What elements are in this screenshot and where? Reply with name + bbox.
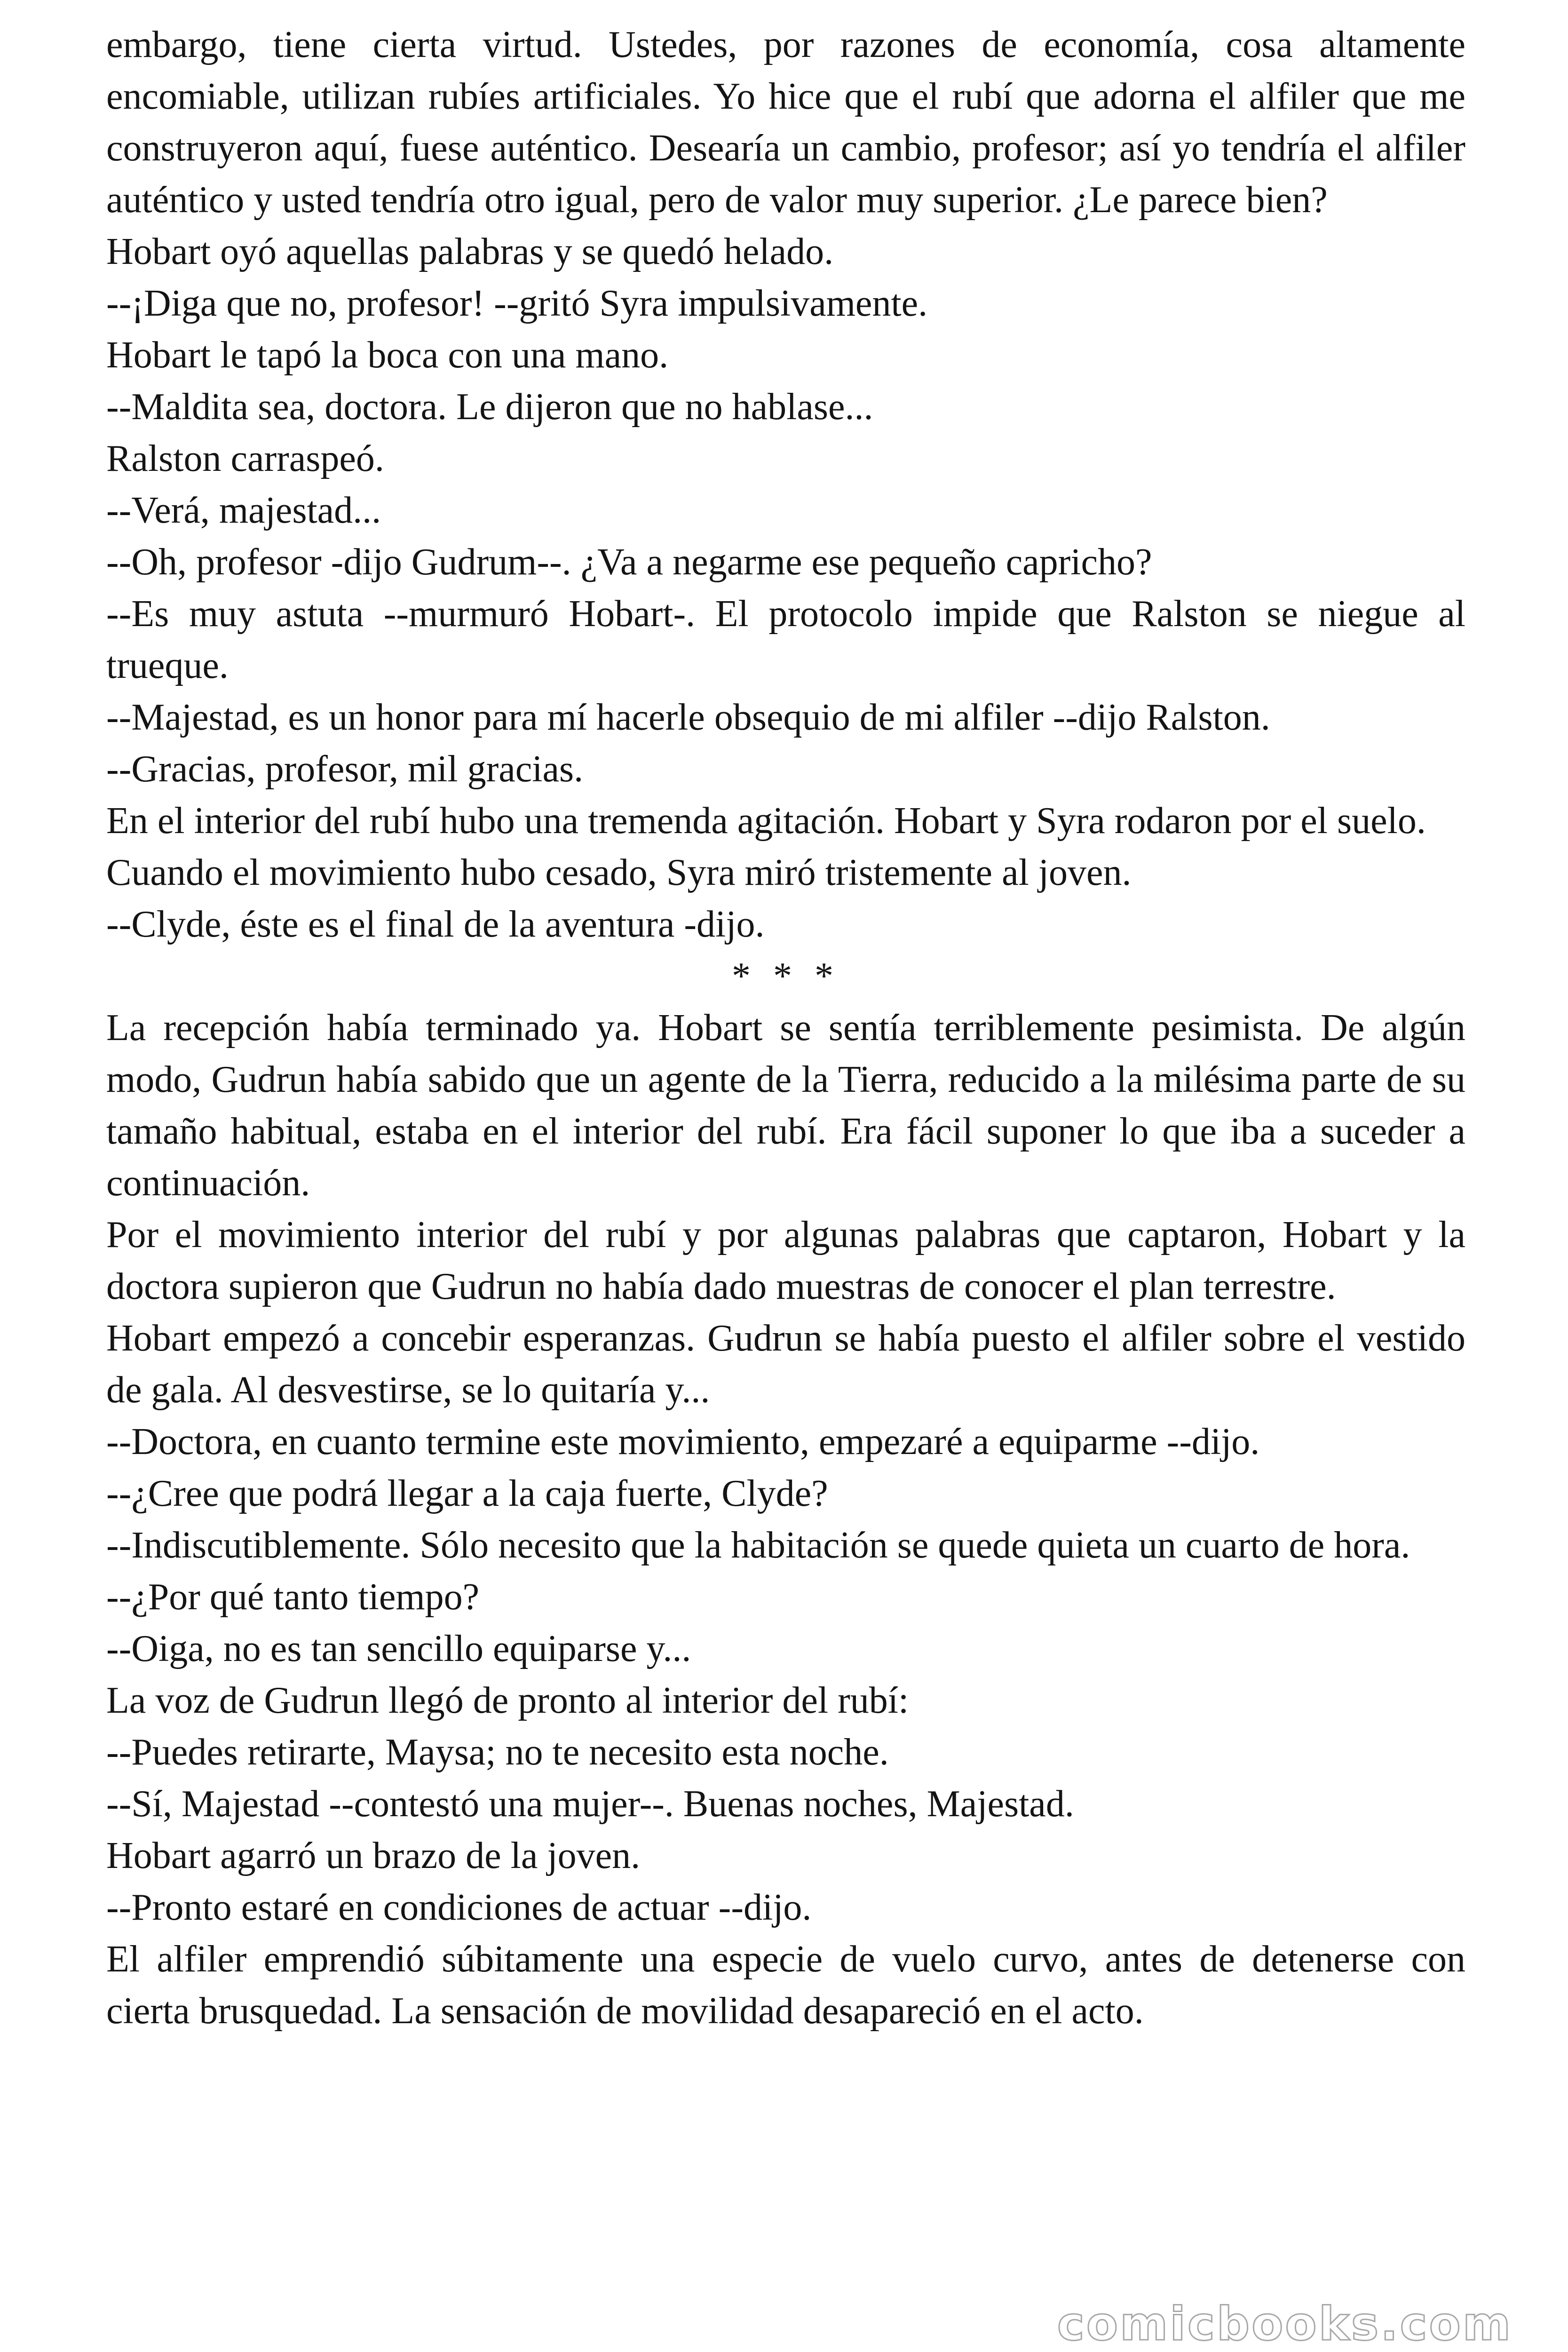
document-page [106, 19, 1465, 2037]
paragraph-11: --Gracias, profesor, mil gracias. [106, 748, 584, 790]
paragraph-28: El alfiler emprendió súbitamente una especie de vuelo curvo, antes de detenerse con cierta brusquedad. La sensación de movilidad desapareció en el acto. [106, 1939, 1465, 2032]
paragraph-25: --Sí, Majestad --contestó una mujer--. Buenas noches, Majestad. [106, 1783, 1074, 1825]
paragraph-14: --Clyde, éste es el final de la aventura -dijo. [106, 904, 765, 945]
watermark: comicbooks.com [1057, 2297, 1513, 2351]
paragraph-18: --Doctora, en cuanto termine este movimiento, empezaré a equiparme --dijo. [106, 1421, 1260, 1462]
paragraph-22: --Oiga, no es tan sencillo equiparse y... [106, 1628, 691, 1669]
paragraph-2: Hobart oyó aquellas palabras y se quedó helado. [106, 231, 834, 272]
paragraph-13: Cuando el movimiento hubo cesado, Syra miró tristemente al joven. [106, 852, 1132, 893]
paragraph-19: --¿Cree que podrá llegar a la caja fuerte, Clyde? [106, 1473, 828, 1514]
paragraph-7: --Verá, majestad... [106, 490, 381, 531]
paragraph-17: Hobart empezó a concebir esperanzas. Gudrun se había puesto el alfiler sobre el vestido de gala. Al desvestirse, se lo quitaría y... [106, 1318, 1465, 1411]
paragraph-1: embargo, tiene cierta virtud. Ustedes, por razones de economía, cosa altamente encomiable, utilizan rubíes artificiales. Yo hice que el rubí que adorna el alfiler que me construyeron aquí, fuese auténtico. Desearía un cambio, profesor; así yo tendría el alfiler auténtico y usted tendría otro igual, pero de valor muy superior. ¿Le parece bien? [106, 24, 1465, 221]
paragraph-5: --Maldita sea, doctora. Le dijeron que no hablase... [106, 386, 873, 428]
paragraph-16: Por el movimiento interior del rubí y por algunas palabras que captaron, Hobart y la doctora supieron que Gudrun no había dado muestras de conocer el plan terrestre. [106, 1214, 1465, 1307]
paragraph-24: --Puedes retirarte, Maysa; no te necesito esta noche. [106, 1732, 889, 1773]
paragraph-6: Ralston carraspeó. [106, 438, 384, 479]
paragraph-15: La recepción había terminado ya. Hobart se sentía terriblemente pesimista. De algún modo, Gudrun había sabido que un agente de la Tierra, reducido a la milésima parte de su tamaño habitual, estaba en el interior del rubí. Era fácil suponer lo que iba a suceder a continuación. [106, 1007, 1465, 1204]
paragraph-27: --Pronto estaré en condiciones de actuar --dijo. [106, 1887, 812, 1928]
paragraph-9: --Es muy astuta --murmuró Hobart-. El protocolo impide que Ralston se niegue al trueque. [106, 593, 1465, 686]
section-separator: * * * [732, 955, 840, 997]
paragraph-4: Hobart le tapó la boca con una mano. [106, 334, 669, 376]
paragraph-12: En el interior del rubí hubo una tremenda agitación. Hobart y Syra rodaron por el suelo. [106, 800, 1426, 842]
paragraph-26: Hobart agarró un brazo de la joven. [106, 1835, 641, 1876]
paragraph-23: La voz de Gudrun llegó de pronto al interior del rubí: [106, 1680, 909, 1721]
paragraph-3: --¡Diga que no, profesor! --gritó Syra impulsivamente. [106, 283, 928, 324]
paragraph-20: --Indiscutiblemente. Sólo necesito que la habitación se quede quieta un cuarto de hora. [106, 1525, 1410, 1566]
paragraph-8: --Oh, profesor -dijo Gudrum--. ¿Va a negarme ese pequeño capricho? [106, 541, 1152, 583]
paragraph-21: --¿Por qué tanto tiempo? [106, 1576, 480, 1618]
paragraph-10: --Majestad, es un honor para mí hacerle obsequio de mi alfiler --dijo Ralston. [106, 697, 1270, 738]
